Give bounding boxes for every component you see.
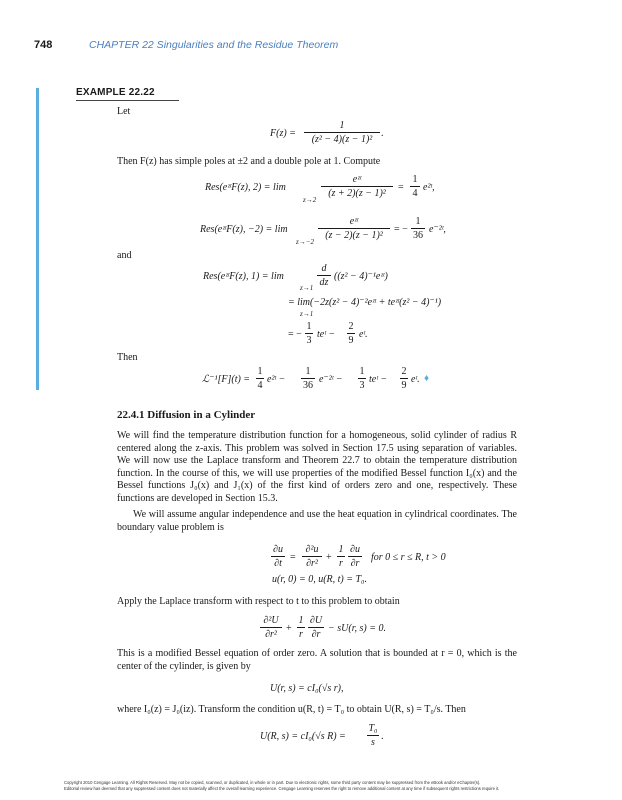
res2-c-num: 1 (415, 216, 421, 227)
example-sidebar (36, 88, 39, 390)
frac-den: 36 (303, 380, 313, 391)
res1-den: (z + 2)(z − 1)² (328, 188, 386, 199)
section-title: 22.4.1 Diffusion in a Cylinder (117, 409, 256, 421)
section-paragraph-3: Apply the Laplace transform with respect to t to this problem to obtain (117, 596, 400, 607)
res2-eq: = − (394, 224, 408, 235)
frac-num: 1 (359, 366, 365, 377)
frac-den: 3 (359, 380, 365, 391)
page-number: 748 (34, 39, 53, 51)
frac-den: ∂r (350, 558, 360, 569)
bvp-frac2 (302, 544, 322, 569)
footer-line-2: Editorial review has deemed that any suppressed content does not materially affect the overall learning experience. Cengage Learning reserves the right to remove additional content at any time if subsequent rights restrictions require it. (64, 786, 500, 791)
res2-lhs: Res(eᶻᵗF(z), −2) = lim (200, 224, 288, 235)
frac-num: ∂²U (263, 615, 279, 626)
res3-line3-frac2 (347, 321, 355, 346)
section-paragraph-4: This is a modified Bessel equation of order zero. A solution that is bounded at r = 0, which is the center of the cylinder, is given by (117, 648, 517, 672)
inverse-lhs: ℒ⁻¹[F](t) = (202, 374, 251, 385)
bvp-line2: u(r, 0) = 0, u(R, t) = T₀. (272, 574, 368, 585)
bvp-frac3 (337, 544, 345, 569)
res1-lim: z→2 (303, 196, 317, 204)
res3-line3-a: = − (288, 329, 302, 340)
example-label: EXAMPLE 22.22 (76, 87, 155, 98)
then2-text: Then (117, 352, 138, 363)
frac-den: ∂t (274, 558, 282, 569)
final-lhs: U(R, s) = cI₀(√s R) = (260, 731, 346, 742)
bvp-plus: + (326, 552, 332, 563)
frac-num: 2 (401, 366, 407, 377)
frac-num: T₀ (368, 723, 378, 734)
F-den: (z² − 4)(z − 1)² (311, 134, 373, 145)
inverse-t2: e⁻²ᵗ − (319, 374, 343, 385)
res1-num: eᶻᵗ (352, 174, 362, 185)
footer-line-1: Copyright 2010 Cengage Learning. All Rights Reserved. May not be copied, scanned, or duplicated, in whole or in part. Due to electronic rights, some third party content may be suppressed from the eBook and/or eChapter(s). (64, 780, 481, 785)
res1-lhs: Res(eᶻᵗF(z), 2) = lim (205, 182, 286, 193)
frac-den: ∂r² (265, 629, 277, 640)
bvp-condition: for 0 ≤ r ≤ R, t > 0 (371, 552, 446, 563)
frac-num: 2 (348, 321, 354, 332)
example-rule (76, 100, 179, 101)
F-fraction (304, 120, 380, 145)
laplace-frac2 (297, 615, 305, 640)
frac-den: 3 (306, 335, 312, 346)
end-of-example-icon: ♦ (424, 373, 430, 384)
F-lhs: F(z) = (270, 128, 296, 139)
res3-lhs: Res(eᶻᵗF(z), 1) = lim (203, 271, 284, 282)
laplace-frac3 (308, 615, 324, 640)
res2-den: (z − 2)(z − 1)² (325, 230, 383, 241)
frac-den: ∂r² (306, 558, 318, 569)
res3-d-den: dz (319, 277, 329, 288)
frac-num: 1 (338, 544, 344, 555)
frac-num: 1 (305, 366, 311, 377)
res3-line3-frac1 (305, 321, 313, 346)
res1-c-num: 1 (412, 174, 418, 185)
laplace-plus: + (286, 623, 292, 634)
final-end: . (381, 731, 384, 742)
F-end: . (381, 128, 384, 139)
running-title: CHAPTER 22 Singularities and the Residue Theorem (89, 39, 339, 51)
inverse-t4: eᵗ. (411, 374, 420, 385)
F-num: 1 (339, 120, 345, 131)
frac-den: 9 (401, 380, 407, 391)
frac-num: 1 (298, 615, 304, 626)
res1-coef (410, 174, 420, 199)
res2-coef (411, 216, 425, 241)
res2-tail: e⁻²ᵗ, (429, 224, 446, 235)
and-text: and (117, 250, 132, 261)
res3-line3-b: teᵗ − (317, 329, 336, 340)
solution-equation: U(r, s) = cI₀(√s r), (270, 683, 344, 694)
laplace-tail: − sU(r, s) = 0. (328, 623, 386, 634)
inverse-frac3 (358, 366, 366, 391)
let-text: Let (117, 106, 131, 117)
bvp-frac4 (348, 544, 362, 569)
copyright-footer (64, 780, 584, 792)
res2-lim: z→−2 (296, 238, 314, 246)
frac-den: r (339, 558, 343, 569)
frac-den: s (371, 737, 375, 748)
res2-c-den: 36 (413, 230, 423, 241)
inverse-t3: teᵗ − (369, 374, 388, 385)
res1-eq: = (398, 182, 404, 193)
frac-num: 1 (257, 366, 263, 377)
frac-num: ∂u (350, 544, 360, 555)
frac-num: 1 (306, 321, 312, 332)
frac-num: ∂U (309, 615, 323, 626)
inverse-t1: e²ᵗ − (267, 374, 286, 385)
res1-c-den: 4 (412, 188, 418, 199)
frac-num: ∂u (273, 544, 283, 555)
res3-derivative (317, 263, 331, 288)
res3-line2-lim: z→1 (300, 310, 314, 318)
res2-num: eᶻᵗ (349, 216, 359, 227)
res3-d-num: d (321, 263, 327, 274)
res3-line3-c: eᵗ. (359, 329, 368, 340)
laplace-frac1 (260, 615, 282, 640)
frac-den: ∂r (311, 629, 321, 640)
section-paragraph-5: where I₀(z) = J₀(iz). Transform the condition u(R, t) = T₀ to obtain U(R, s) = T₀/s. Then (117, 704, 466, 715)
res3-lim: z→1 (300, 284, 314, 292)
final-fraction (367, 723, 379, 748)
res3-line2: = lim(−2z(z² − 4)⁻²eᶻᵗ + teᶻᵗ(z² − 4)⁻¹) (288, 297, 442, 308)
res1-tail: e²ᵗ, (423, 182, 435, 193)
section-paragraph-1: We will find the temperature distribution function for a homogeneous, solid cylinder of radius R centered along the z-axis. This problem was solved in Section 17.5 using separation of variables. We will now use the Laplace transform and Theorem 22.7 to obtain the temperature distribution function. In the course of this, we will use properties of the modified Bessel function I₀(x) and the Bessel functions J₀(x) and J₁(x) of the first kind of orders zero and one, respectively. These functions are developed in Section 15.3. (117, 430, 517, 504)
then-text: Then F(z) has simple poles at ±2 and a double pole at 1. Compute (117, 156, 381, 167)
frac-den: 4 (257, 380, 263, 391)
frac-num: ∂²u (305, 544, 319, 555)
bvp-eq: = (290, 552, 296, 563)
res3-tail: ((z² − 4)⁻¹eᶻᵗ) (334, 271, 388, 282)
bvp-frac1 (271, 544, 285, 569)
inverse-frac1 (256, 366, 264, 391)
inverse-frac4 (400, 366, 408, 391)
res1-fraction (321, 174, 393, 199)
res2-fraction (318, 216, 390, 241)
section-paragraph-2: We will assume angular independence and use the heat equation in cylindrical coordinates. The boundary value problem is (117, 509, 517, 533)
inverse-frac2 (301, 366, 315, 391)
frac-den: 9 (348, 335, 354, 346)
frac-den: r (299, 629, 303, 640)
